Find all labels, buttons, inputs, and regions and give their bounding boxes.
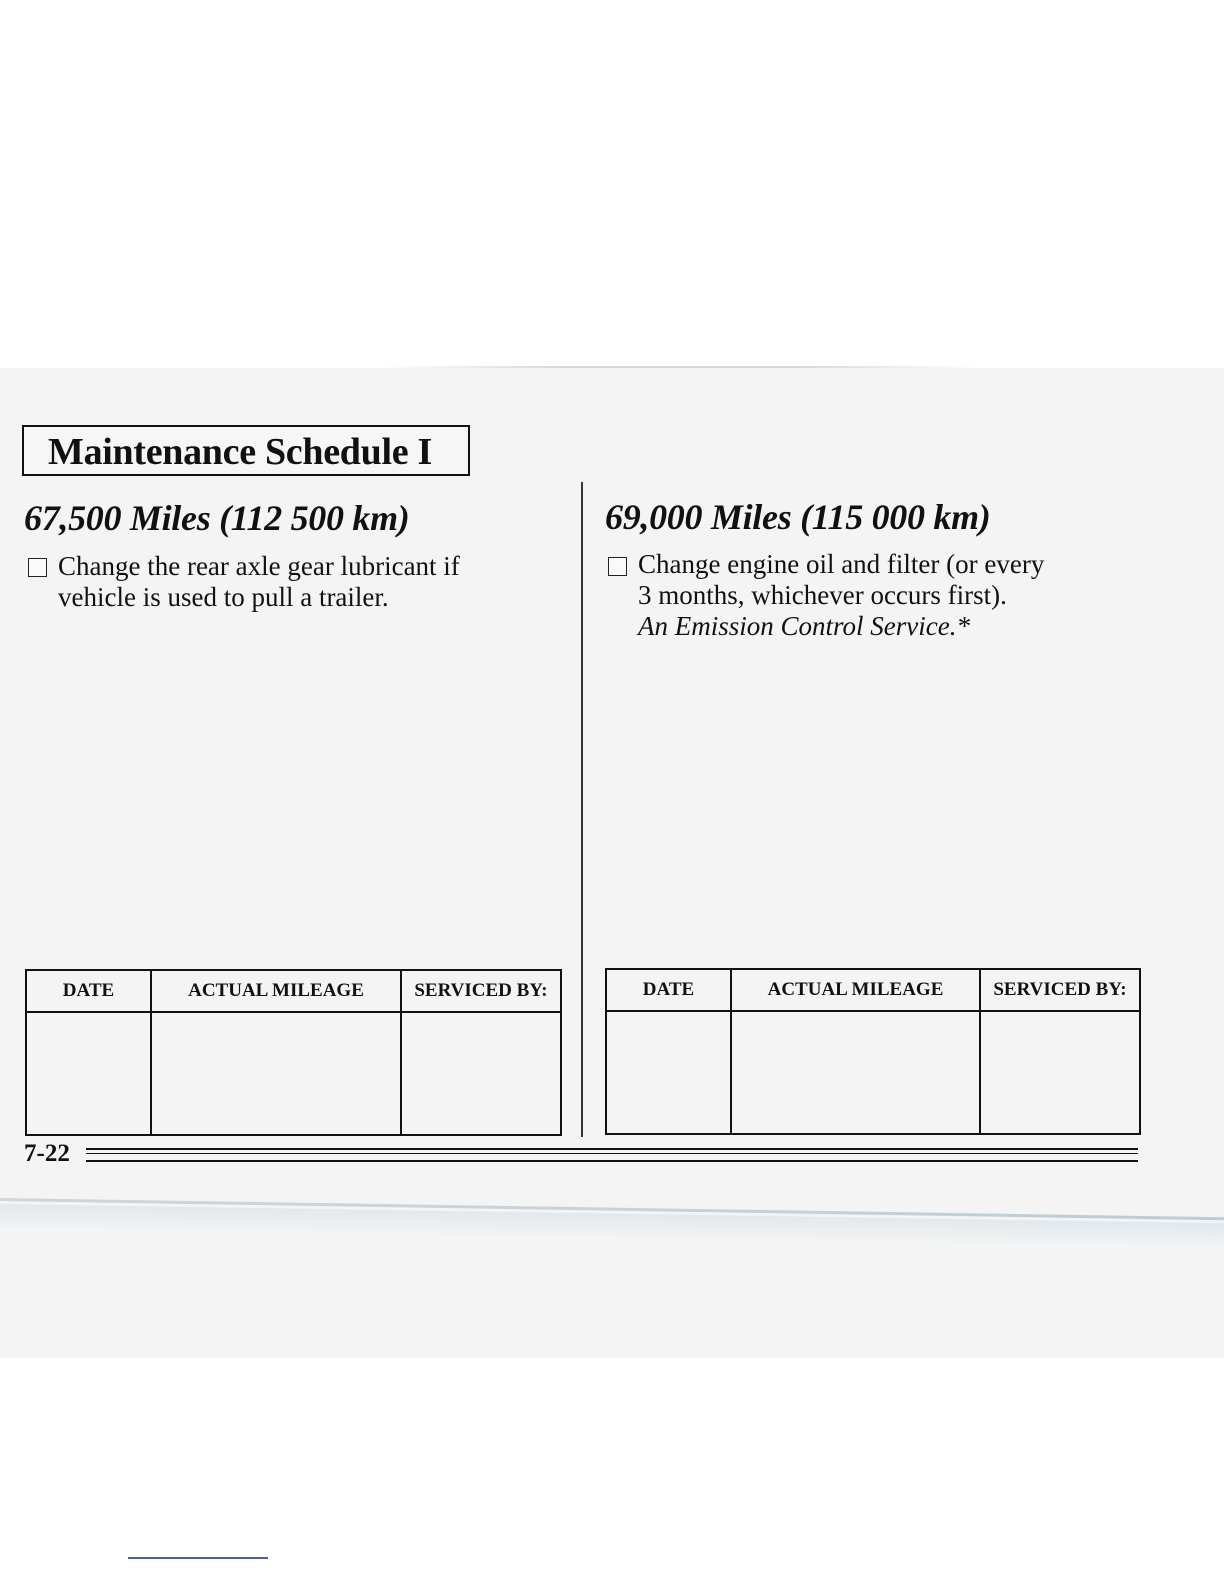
page-number: 7-22 — [24, 1140, 70, 1167]
right-item-text — [638, 549, 1044, 642]
left-heading: 67,500 Miles (112 500 km) — [24, 498, 410, 538]
right-table-header-date: DATE — [606, 969, 731, 1011]
left-item-line-1: Change the rear axle gear lubricant if — [58, 551, 460, 581]
left-table-header-mileage: ACTUAL MILEAGE — [151, 970, 401, 1012]
right-table-header-mileage: ACTUAL MILEAGE — [731, 969, 980, 1011]
left-table-header-serviced-by: SERVICED BY: — [401, 970, 561, 1012]
right-item-note: An Emission Control Service.* — [638, 611, 970, 641]
left-serviced-by-cell[interactable] — [401, 1012, 561, 1135]
right-serviced-by-cell[interactable] — [980, 1011, 1140, 1134]
section-title: Maintenance Schedule I — [48, 431, 432, 473]
left-table-header-row — [26, 970, 561, 1012]
left-date-cell[interactable] — [26, 1012, 151, 1135]
right-item-line-2: 3 months, whichever occurs first). — [638, 580, 1007, 610]
right-checkbox[interactable] — [608, 557, 627, 576]
right-service-log-table — [605, 968, 1141, 1135]
page-top-edge — [380, 366, 980, 368]
left-mileage-cell[interactable] — [151, 1012, 401, 1135]
right-table-header-serviced-by: SERVICED BY: — [980, 969, 1140, 1011]
left-table-header-date: DATE — [26, 970, 151, 1012]
left-item-text — [58, 551, 460, 613]
right-table-header-row — [606, 969, 1140, 1011]
left-checkbox[interactable] — [28, 558, 47, 577]
section-title-box — [22, 425, 470, 476]
column-divider — [581, 482, 583, 1137]
footer-rule — [86, 1153, 1138, 1154]
right-date-cell[interactable] — [606, 1011, 731, 1134]
left-item-line-2: vehicle is used to pull a trailer. — [58, 582, 389, 612]
scan-artifact-line — [128, 1557, 268, 1559]
footer-rule — [86, 1148, 1138, 1150]
left-service-log-table — [25, 969, 562, 1136]
footer-rule — [86, 1160, 1138, 1162]
right-item-line-1: Change engine oil and filter (or every — [638, 549, 1045, 579]
right-mileage-cell[interactable] — [731, 1011, 980, 1134]
left-table-row — [26, 1012, 561, 1135]
right-table-row — [606, 1011, 1140, 1134]
right-heading: 69,000 Miles (115 000 km) — [605, 497, 991, 537]
